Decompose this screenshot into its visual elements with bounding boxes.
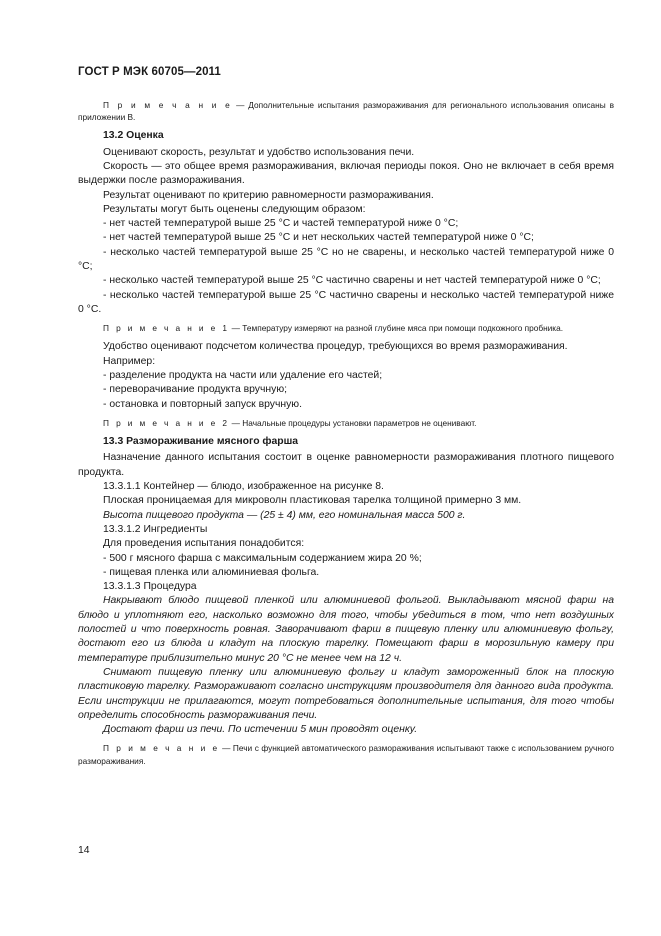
list-item: - несколько частей температурой выше 25 °С частично сварены и несколько частей температурой ниже 0 °С. — [78, 289, 614, 315]
list-item: - разделение продукта на части или удаление его частей; — [103, 370, 383, 382]
section-heading-13-2: 13.2 Оценка — [103, 130, 164, 142]
paragraph: Высота пищевого продукта — (25 ± 4) мм, его номинальная масса 500 г. — [103, 509, 466, 521]
list-item: - несколько частей температурой выше 25 °С частично сварены и нет частей температурой ниже 0 °С; — [103, 275, 601, 287]
paragraph: 13.3.1.1 Контейнер — блюдо, изображенное на рисунке 8. — [103, 481, 384, 493]
paragraph: Достают фарш из печи. По истечении 5 мин проводят оценку. — [103, 724, 418, 736]
paragraph: Например: — [103, 355, 156, 367]
paragraph: 13.3.1.3 Процедура — [103, 581, 197, 593]
note-3: П р и м е ч а н и е — Печи с функцией автоматического размораживания испытывают также с использованием ручного размораживания. — [78, 743, 614, 766]
note-label: П р и м е ч а н и е 1 — [103, 323, 230, 334]
note-2: П р и м е ч а н и е 2 — Начальные процедуры установки параметров не оценивают. — [103, 417, 477, 428]
note-1: П р и м е ч а н и е 1 — Температуру измеряют на разной глубине мяса при помощи подкожного пробника. — [103, 323, 564, 334]
list-item: - несколько частей температурой выше 25 °С но не сварены, и несколько частей температурой ниже 0 °С; — [78, 246, 614, 273]
paragraph: Для проведения испытания понадобится: — [103, 538, 305, 550]
list-item: - остановка и повторный запуск вручную. — [103, 398, 302, 410]
list-item: - 500 г мясного фарша с максимальным содержанием жира 20 %; — [103, 552, 422, 564]
paragraph: Назначение данного испытания состоит в оценке равномерности размораживания плотного пищевого продукта. — [78, 452, 614, 478]
paragraph: 13.3.1.2 Ингредиенты — [103, 523, 208, 535]
note-label: П р и м е ч а н и е — [103, 743, 220, 754]
paragraph: Плоская проницаемая для микроволн пластиковая тарелка толщиной примерно 3 мм. — [103, 495, 522, 507]
paragraph: Результат оценивают по критерию равномерности размораживания. — [103, 189, 434, 201]
list-item: - нет частей температурой выше 25 °С и частей температурой ниже 0 °С; — [103, 218, 459, 230]
section-heading-13-3: 13.3 Размораживание мясного фарша — [103, 436, 299, 448]
list-item: - пищевая пленка или алюминиевая фольга. — [103, 566, 320, 578]
note-label: П р и м е ч а н и е 2 — [103, 417, 230, 428]
paragraph: Удобство оценивают подсчетом количества процедур, требующихся во время размораживания. — [103, 341, 568, 353]
page-number: 14 — [78, 845, 90, 856]
document-header: ГОСТ Р МЭК 60705—2011 — [78, 66, 221, 78]
document-body — [78, 94, 614, 773]
note-intro: П р и м е ч а н и е — Дополнительные испытания размораживания для регионального использования описаны в приложении В. — [78, 100, 614, 123]
paragraph: Скорость — это общее время размораживания, включая периоды покоя. Оно не включает в себя время выдержки после размораживания. — [78, 161, 614, 187]
paragraph: Результаты могут быть оценены следующим образом: — [103, 203, 366, 215]
note-label: П р и м е ч а н и е — [103, 100, 233, 110]
list-item: - переворачивание продукта вручную; — [103, 384, 288, 396]
paragraph: Снимают пищевую пленку или алюминиевую фольгу и кладут замороженный блок на плоскую пластиковую тарелку. Размораживают согласно инструкциям производителя для данного вида продукта. Если инструкции не прилагаются, могут потребоваться дополнительные испытания, для того чтобы определить способность размораживания печи. — [78, 666, 614, 721]
paragraph: Накрывают блюдо пищевой пленкой или алюминиевой фольгой. Выкладывают мясной фарш на блюдо и уплотняют его, насколько возможно для того, чтобы убедиться в том, что нет воздушных полостей и что поверхность ровная. Заворачивают фарш в пищевую пленку или алюминиевую фольгу, достают его из блюда и кладут на плоскую тарелку. Помещают фарш в морозильную камеру при температуре приблизительно минус 20 °С не менее чем на 12 ч. — [78, 595, 614, 664]
paragraph: Оценивают скорость, результат и удобство использования печи. — [103, 146, 415, 158]
list-item: - нет частей температурой выше 25 °С и нет нескольких частей температурой ниже 0 °С; — [103, 232, 534, 244]
